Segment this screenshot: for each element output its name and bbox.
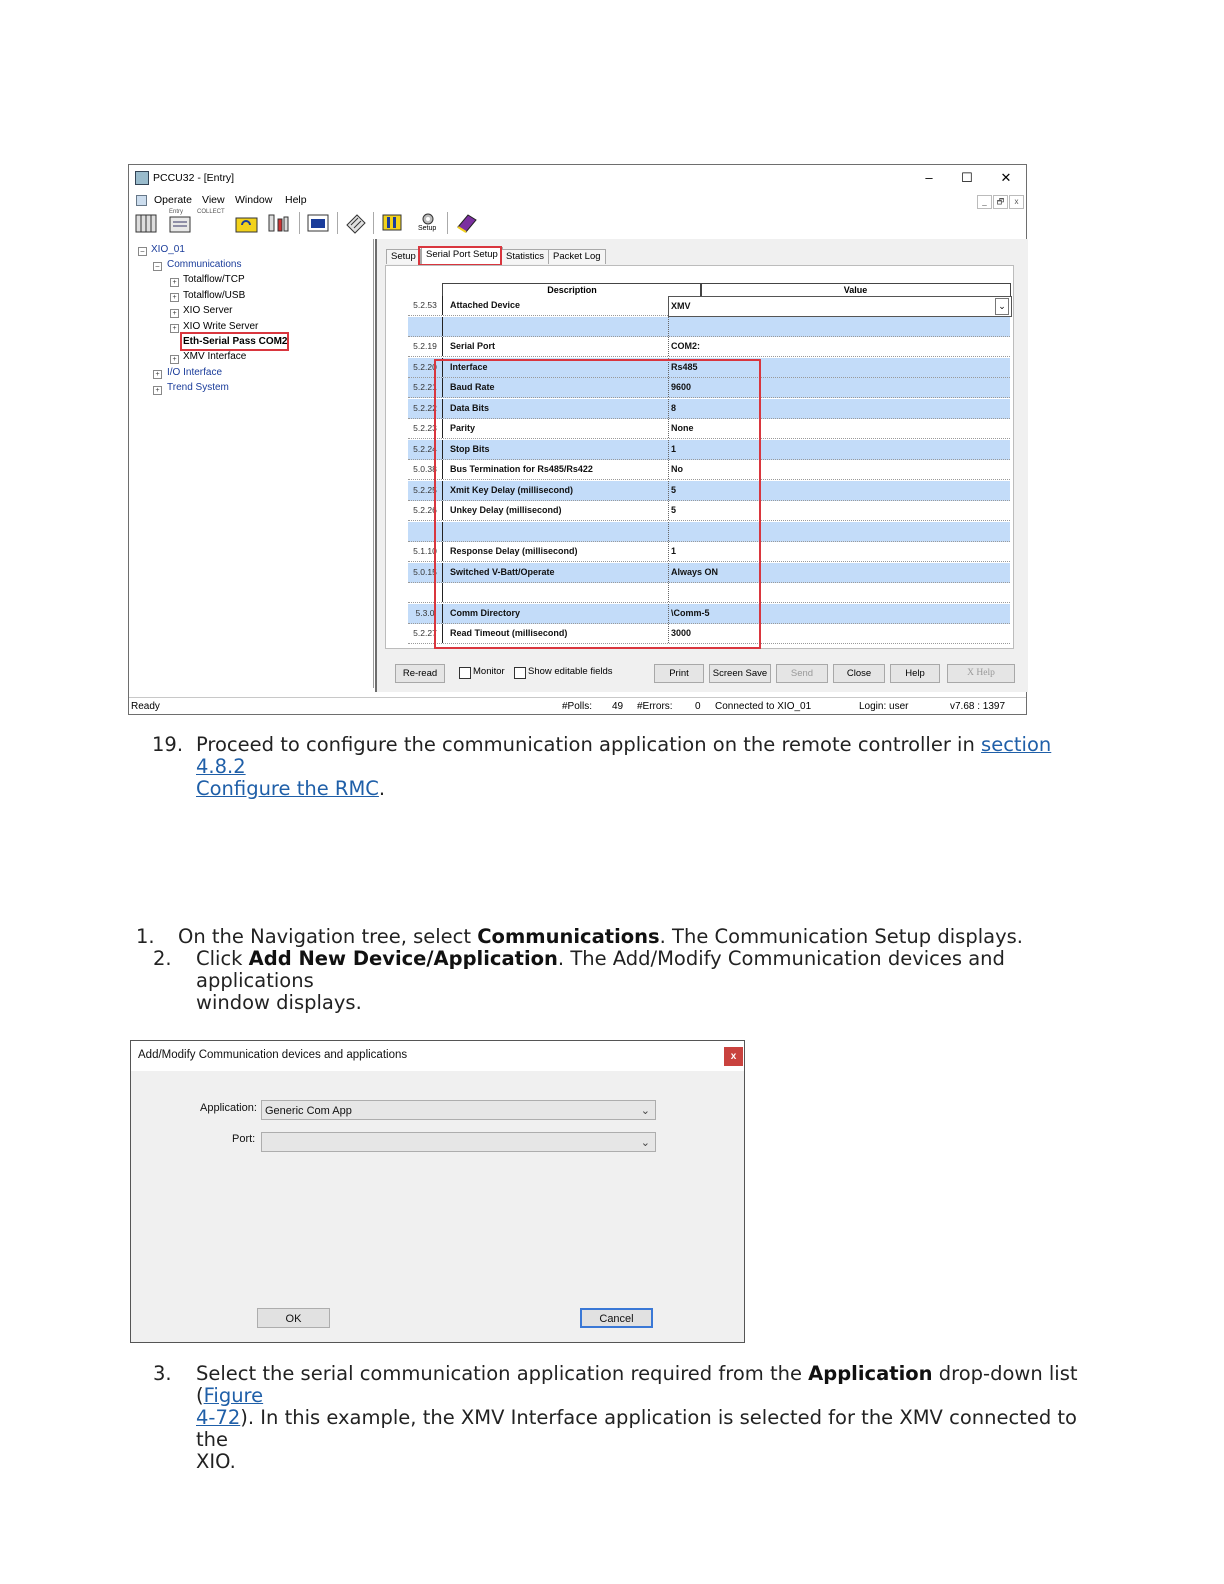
parameter-number: 5.0.15 xyxy=(408,563,443,582)
station-icon[interactable] xyxy=(379,211,405,235)
tree-item-xio-server[interactable]: XIO Server xyxy=(183,305,233,316)
tab-statistics[interactable]: Statistics xyxy=(501,249,549,264)
table-row[interactable] xyxy=(408,337,1010,357)
tree-item-eth-serial-pass[interactable]: Eth-Serial Pass COM2 xyxy=(183,336,288,347)
report-icon[interactable] xyxy=(343,211,369,235)
parameter-description: Data Bits xyxy=(450,402,490,413)
close-pane-button[interactable]: Close xyxy=(833,664,885,683)
folder-refresh-icon[interactable] xyxy=(233,211,259,235)
connection-status: Connected to XIO_01 xyxy=(715,701,812,712)
step-number: 19. xyxy=(152,733,184,756)
minimize-button[interactable]: – xyxy=(925,170,933,185)
parameter-number: 5.2.20 xyxy=(408,358,443,377)
parameter-number: 5.3.0 xyxy=(408,604,443,623)
status-bar xyxy=(129,697,1026,714)
parameter-number: 5.2.24 xyxy=(408,440,443,459)
parameter-description: Bus Termination for Rs485/Rs422 xyxy=(450,464,593,474)
application-label: Application: xyxy=(200,1102,257,1114)
toolbar-separator xyxy=(299,212,300,234)
table-row[interactable] xyxy=(408,296,1010,316)
calibrate-icon[interactable] xyxy=(265,211,291,235)
tree-item-communications[interactable]: Communications xyxy=(167,259,242,270)
step-19-sentence: Proceed to configure the communication application on the remote controller in xyxy=(196,733,975,756)
parameter-value[interactable]: 5 xyxy=(668,481,1011,500)
step-number: 1. xyxy=(136,925,155,948)
expand-icon[interactable]: + xyxy=(170,355,179,364)
window-title: PCCU32 - [Entry] xyxy=(153,172,235,184)
expand-icon[interactable]: + xyxy=(170,324,179,333)
step-3-line3: XIO. xyxy=(196,1450,236,1473)
parameter-value[interactable]: None xyxy=(668,419,1011,438)
monitor-label: Monitor xyxy=(473,666,505,677)
parameter-value[interactable]: 9600 xyxy=(668,378,1011,397)
parameter-value[interactable] xyxy=(668,317,1011,336)
parameter-number: 5.2.22 xyxy=(408,399,443,418)
xhelp-button[interactable]: X Help xyxy=(947,664,1015,683)
help-button[interactable]: Help xyxy=(890,664,940,683)
parameter-value[interactable]: 3000 xyxy=(668,624,1011,643)
document-icon xyxy=(136,195,147,206)
menu-help[interactable]: Help xyxy=(285,194,307,206)
step-3-pre: Select the serial communication application required from the xyxy=(196,1362,802,1385)
step-1-text xyxy=(178,926,1078,948)
tree-item-io-interface[interactable]: I/O Interface xyxy=(167,367,223,378)
add-new-device-bold: Add New Device/Application xyxy=(248,947,558,970)
errors-label: #Errors: xyxy=(637,701,673,712)
parameter-number: 5.0.38 xyxy=(408,460,443,479)
parameter-number: 5.1.10 xyxy=(408,542,443,561)
pccu-window xyxy=(128,164,1027,715)
highlight-box xyxy=(434,359,761,649)
monitor-checkbox[interactable] xyxy=(459,667,471,679)
collapse-icon[interactable]: – xyxy=(138,247,147,256)
parameter-number: 5.2.21 xyxy=(408,378,443,397)
tree-item-totalflow-tcp[interactable]: Totalflow/TCP xyxy=(183,274,245,285)
port-label: Port: xyxy=(232,1133,256,1145)
toolbar xyxy=(129,209,1026,239)
pccu-app-icon xyxy=(135,171,149,185)
step-2-post: . The Add/Modify Communication devices and applications xyxy=(196,947,1005,992)
section-link[interactable]: section 4.8.2 xyxy=(196,733,1052,778)
parameter-value[interactable]: Always ON xyxy=(668,563,1011,582)
send-button[interactable]: Send xyxy=(776,664,828,683)
serial-port-pane xyxy=(375,239,1028,692)
expand-icon[interactable]: + xyxy=(170,309,179,318)
communications-bold: Communications xyxy=(477,925,660,948)
status-ready: Ready xyxy=(131,701,160,712)
parameter-value[interactable]: No xyxy=(668,460,1011,479)
parameter-description: Interface xyxy=(450,361,488,372)
menu-view[interactable]: View xyxy=(202,194,225,206)
toolbar-separator xyxy=(447,212,448,234)
parameter-description: Unkey Delay (millisecond) xyxy=(450,505,562,515)
parameter-value[interactable]: COM2: xyxy=(668,337,1011,356)
collect-icon[interactable] xyxy=(133,211,159,235)
parameter-description: Response Delay (millisecond) xyxy=(450,546,578,556)
tree-item-xmv-interface[interactable]: XMV Interface xyxy=(183,351,247,362)
tree-item-totalflow-usb[interactable]: Totalflow/USB xyxy=(183,290,246,301)
add-modify-dialog xyxy=(130,1040,745,1343)
expand-icon[interactable]: + xyxy=(153,386,162,395)
highlight-box xyxy=(418,246,502,266)
parameter-description: Switched V-Batt/Operate xyxy=(450,566,555,577)
configure-rmc-link[interactable]: Configure the RMC xyxy=(196,777,379,800)
entry-caption: Entry xyxy=(169,209,184,215)
tab-packet-log[interactable]: Packet Log xyxy=(548,249,606,264)
reread-button[interactable]: Re-read xyxy=(395,664,445,683)
toolbar-separator xyxy=(337,212,338,234)
step-1-post: . The Communication Setup displays. xyxy=(659,925,1023,948)
parameter-description: Parity xyxy=(450,423,476,433)
collect-caption: COLLECT xyxy=(197,209,225,215)
column-header-value: Value xyxy=(700,283,1011,296)
expand-icon[interactable]: + xyxy=(170,293,179,302)
step-2-line2: window displays. xyxy=(196,991,362,1014)
step-2-pre: Click xyxy=(196,947,243,970)
parameter-value[interactable]: XMV xyxy=(668,296,1012,317)
chevron-down-icon: ⌄ xyxy=(640,1137,650,1149)
parameter-value[interactable]: 1 xyxy=(668,440,1011,459)
step-3-mid: drop-down list ( xyxy=(196,1362,1078,1407)
parameter-number xyxy=(408,317,443,336)
tab-setup[interactable]: Setup xyxy=(386,249,421,264)
maximize-button[interactable]: ☐ xyxy=(961,170,973,185)
application-bold: Application xyxy=(808,1362,933,1385)
errors-count: 0 xyxy=(695,701,701,712)
menu-window[interactable]: Window xyxy=(235,194,273,206)
show-editable-checkbox[interactable] xyxy=(514,667,526,679)
polls-label: #Polls: xyxy=(562,701,593,712)
parameter-description: Comm Directory xyxy=(450,607,521,618)
polls-count: 49 xyxy=(612,701,624,712)
cancel-button[interactable]: Cancel xyxy=(580,1308,653,1328)
title-bar xyxy=(129,165,1026,191)
expand-icon[interactable]: + xyxy=(153,370,162,379)
mdi-minimize-button[interactable]: _ xyxy=(977,195,992,209)
parameter-value[interactable]: 8 xyxy=(668,399,1011,418)
parameter-number: 5.2.23 xyxy=(408,419,443,438)
toolbar-separator xyxy=(373,212,374,234)
parameter-description: Read Timeout (millisecond) xyxy=(450,628,568,638)
parameter-number: 5.2.53 xyxy=(408,296,443,315)
step-number: 2. xyxy=(153,947,172,970)
version-status: v7.68 : 1397 xyxy=(950,701,1006,712)
parameter-description xyxy=(450,317,663,336)
dialog-close-button[interactable]: x xyxy=(724,1047,743,1066)
close-button[interactable]: ✕ xyxy=(1000,170,1012,185)
login-status: Login: user xyxy=(859,701,909,712)
application-select[interactable] xyxy=(261,1100,656,1120)
mb-icon[interactable] xyxy=(305,211,331,235)
navigation-tree xyxy=(129,239,374,688)
parameter-value[interactable]: 5 xyxy=(668,501,1011,520)
expand-icon[interactable]: + xyxy=(170,278,179,287)
parameter-number: 5.2.25 xyxy=(408,481,443,500)
ok-button[interactable]: OK xyxy=(257,1308,330,1328)
step-1-pre: On the Navigation tree, select xyxy=(178,925,472,948)
parameter-value[interactable]: 1 xyxy=(668,542,1011,561)
highlight-box xyxy=(180,332,289,351)
step-19-text xyxy=(196,734,1076,800)
chevron-down-icon: ⌄ xyxy=(640,1105,650,1117)
show-editable-label: Show editable fields xyxy=(528,666,613,677)
tree-item-root[interactable]: XIO_01 xyxy=(151,244,185,255)
menu-operate[interactable]: Operate xyxy=(154,194,192,206)
tree-item-xio-write-server[interactable]: XIO Write Server xyxy=(183,321,259,332)
dialog-title: Add/Modify Communication devices and applications xyxy=(138,1049,408,1061)
parameter-description: Attached Device xyxy=(450,300,521,310)
tab-serial-port-setup[interactable]: Serial Port Setup xyxy=(421,247,503,264)
parameter-description: Baud Rate xyxy=(450,382,495,392)
period: . xyxy=(378,777,386,800)
screen-save-button[interactable]: Screen Save xyxy=(709,664,771,683)
port-select[interactable] xyxy=(261,1132,656,1152)
step-number: 3. xyxy=(153,1362,172,1385)
application-value: Generic Com App xyxy=(265,1105,352,1117)
collapse-icon[interactable]: – xyxy=(153,262,162,271)
step-2-text xyxy=(196,948,1096,1014)
parameter-number: 5.2.19 xyxy=(408,337,443,356)
parameter-description: Xmit Key Delay (millisecond) xyxy=(450,484,574,495)
mdi-restore-button[interactable]: 🗗 xyxy=(993,195,1008,209)
tree-item-trend-system[interactable]: Trend System xyxy=(167,382,229,393)
figure-link[interactable]: Figure xyxy=(203,1384,264,1407)
table-row[interactable] xyxy=(408,317,1010,337)
print-button[interactable]: Print xyxy=(654,664,704,683)
chevron-down-icon[interactable]: ⌄ xyxy=(995,298,1009,315)
step-3-text xyxy=(196,1363,1096,1473)
parameter-description: Stop Bits xyxy=(450,443,490,454)
step-3-post: ). In this example, the XMV Interface application is selected for the XMV connected to the xyxy=(196,1406,1077,1451)
mdi-close-button[interactable]: x xyxy=(1009,195,1024,209)
settings-panel xyxy=(385,265,1014,649)
parameter-value[interactable]: \Comm-5 xyxy=(668,604,1011,623)
parameter-number: 5.2.27 xyxy=(408,624,443,643)
parameter-description: Serial Port xyxy=(450,341,496,351)
setup-caption: Setup xyxy=(418,225,437,232)
parameter-number: 5.2.26 xyxy=(408,501,443,520)
figure-number-link[interactable]: 4-72 xyxy=(196,1406,241,1429)
column-header-description: Description xyxy=(442,283,702,296)
parameter-value[interactable]: Rs485 xyxy=(668,358,1011,377)
help-book-icon[interactable] xyxy=(453,211,479,235)
